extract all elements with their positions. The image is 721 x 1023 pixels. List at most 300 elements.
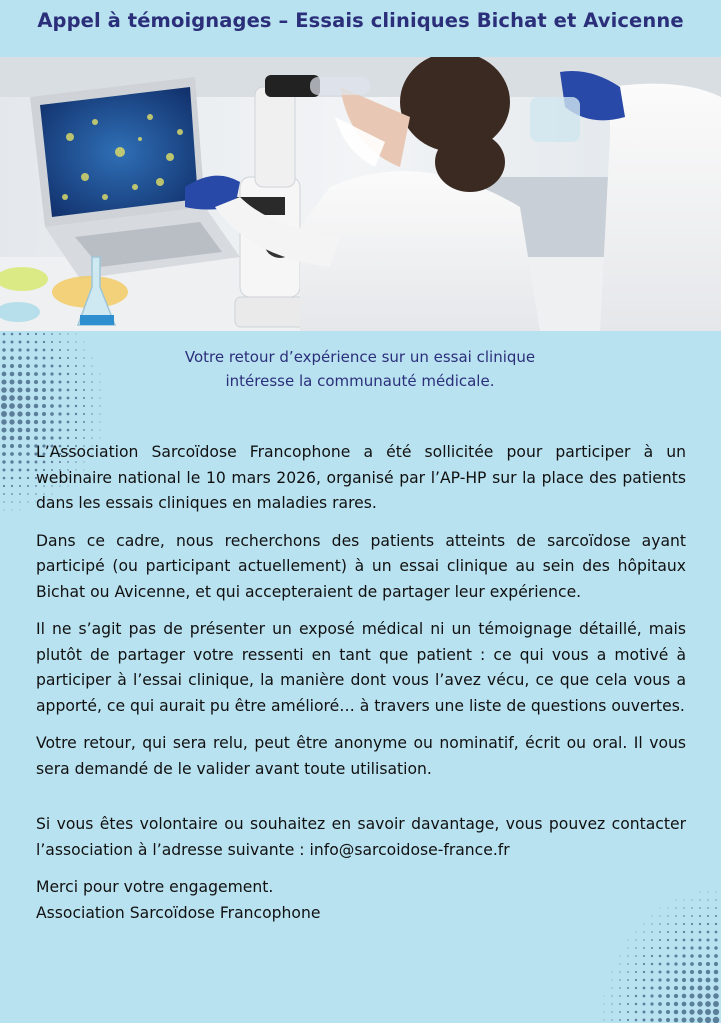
decorative-dot	[674, 986, 678, 990]
decorative-dot	[1, 411, 7, 417]
decorative-dot	[18, 444, 22, 448]
decorative-dot	[34, 396, 38, 400]
decorative-dot	[10, 380, 15, 385]
paragraph-contact: Si vous êtes volontaire ou souhaitez en savoir davantage, vous pouvez contacter l’association à l’adresse suivante : info@sarcoidose-france.fr	[36, 815, 686, 859]
paragraph-invitation: L’Association Sarcoïdose Francophone a été sollicitée pour participer à un webinaire national le 10 mars 2026, organisé par l’AP-HP sur la place des patients dans les essais cliniques en maladies rares.	[36, 443, 686, 512]
decorative-dot	[604, 1012, 605, 1013]
decorative-dot	[705, 985, 710, 990]
decorative-dot	[27, 477, 29, 479]
decorative-dot	[51, 333, 53, 335]
decorative-dot	[658, 1002, 662, 1006]
decorative-dot	[635, 971, 637, 973]
decorative-dot	[682, 954, 685, 957]
decorative-dot	[17, 395, 22, 400]
decorative-dot	[2, 436, 7, 441]
decorative-dot	[689, 1001, 694, 1006]
decorative-dot	[11, 493, 13, 495]
decorative-dot	[75, 421, 77, 423]
decorative-dot	[619, 979, 620, 980]
decorative-dot	[707, 923, 709, 925]
decorative-dot	[50, 372, 53, 375]
decorative-dot	[58, 412, 61, 415]
decorative-dot	[682, 978, 686, 982]
decorative-dot	[100, 430, 101, 431]
decorative-dot	[667, 955, 670, 958]
decorative-dot	[26, 380, 30, 384]
decorative-dot	[691, 931, 693, 933]
decorative-dot	[675, 931, 677, 933]
decorative-dot	[627, 1003, 629, 1005]
decorative-dot	[19, 477, 21, 479]
decorative-dot	[698, 986, 703, 991]
decorative-dot	[714, 970, 719, 975]
decorative-dot	[83, 421, 85, 423]
decorative-dot	[17, 411, 22, 416]
decorative-dot	[674, 1010, 679, 1015]
decorative-dot	[51, 365, 54, 368]
intro-line-2: intéresse la communauté médicale.	[225, 372, 495, 390]
decorative-dot	[34, 364, 38, 368]
decorative-dot	[11, 477, 14, 480]
decorative-dot	[635, 1019, 638, 1022]
decorative-dot	[658, 1018, 662, 1022]
decorative-dot	[1, 387, 7, 393]
hero-photo	[0, 57, 721, 331]
decorative-dot	[682, 986, 686, 990]
decorative-dot	[84, 342, 85, 343]
decorative-dot	[75, 413, 77, 415]
decorative-dot	[2, 444, 6, 448]
decorative-dot	[18, 356, 22, 360]
decorative-dot	[604, 1004, 605, 1005]
decorative-dot	[42, 396, 46, 400]
decorative-dot	[651, 931, 652, 932]
decorative-dot	[83, 437, 85, 439]
decorative-dot	[667, 947, 670, 950]
decorative-dot	[50, 428, 53, 431]
decorative-dot	[699, 915, 701, 917]
decorative-dot	[714, 978, 719, 983]
decorative-dot	[713, 985, 718, 990]
decorative-dot	[715, 907, 717, 909]
decorative-dot	[18, 364, 22, 368]
decorative-dot	[715, 915, 717, 917]
decorative-dot	[42, 404, 46, 408]
decorative-dot	[2, 372, 7, 377]
decorative-dot	[11, 333, 14, 336]
decorative-dot	[1, 403, 7, 409]
decorative-dot	[714, 954, 718, 958]
closing	[36, 875, 686, 926]
decorative-dot	[11, 469, 14, 472]
decorative-dot	[627, 955, 628, 956]
decorative-dot	[604, 1020, 605, 1021]
decorative-dot	[700, 892, 701, 893]
decorative-dot	[43, 349, 46, 352]
paragraph-purpose: Il ne s’agit pas de présenter un exposé médical ni un témoignage détaillé, mais plutôt de partager votre ressenti en tant que patient : ce qui vous a motivé à participer à l’essai clinique, la manière dont vous l’avez vécu, ce que cela vous a apporté, ce qui aurait pu être amélioré… à travers une liste de questions ouvertes.	[36, 620, 686, 715]
decorative-dot	[707, 907, 709, 909]
decorative-dot	[635, 963, 637, 965]
decorative-dot	[26, 356, 29, 359]
decorative-dot	[10, 436, 15, 441]
decorative-dot	[683, 939, 686, 942]
decorative-dot	[666, 1010, 670, 1014]
decorative-dot	[26, 364, 30, 368]
decorative-dot	[691, 907, 692, 908]
decorative-dot	[674, 994, 678, 998]
decorative-dot	[3, 477, 6, 480]
decorative-dot	[714, 946, 717, 949]
decorative-dot	[19, 469, 22, 472]
decorative-dot	[714, 962, 718, 966]
decorative-dot	[67, 333, 68, 334]
decorative-dot	[715, 923, 717, 925]
decorative-dot	[26, 396, 31, 401]
decorative-dot	[2, 364, 6, 368]
decorative-dot	[619, 1003, 621, 1005]
decorative-dot	[713, 1017, 720, 1023]
decorative-dot	[19, 333, 21, 335]
decorative-dot	[100, 438, 101, 439]
decorative-dot	[716, 892, 717, 893]
decorative-dot	[650, 986, 653, 989]
decorative-dot	[99, 405, 100, 406]
decorative-dot	[9, 403, 15, 409]
decorative-dot	[26, 436, 30, 440]
decorative-dot	[706, 946, 709, 949]
decorative-dot	[643, 971, 645, 973]
decorative-dot	[651, 955, 653, 957]
decorative-dot	[691, 923, 693, 925]
decorative-dot	[75, 397, 77, 399]
decorative-dot	[690, 954, 693, 957]
decorative-dot	[67, 397, 70, 400]
decorative-dot	[58, 396, 61, 399]
decorative-dot	[643, 939, 644, 940]
decorative-dot	[699, 923, 701, 925]
decorative-dot	[698, 978, 703, 983]
decorative-dot	[19, 493, 21, 495]
decorative-dot	[658, 1010, 662, 1014]
decorative-dot	[683, 947, 686, 950]
decorative-dot	[619, 971, 620, 972]
decorative-dot	[51, 341, 53, 343]
page-title: Appel à témoignages – Essais cliniques Bichat et Avicenne	[37, 9, 684, 32]
decorative-dot	[650, 1002, 653, 1005]
decorative-dot	[18, 348, 21, 351]
decorative-dot	[17, 387, 22, 392]
decorative-dot	[627, 963, 628, 964]
decorative-dot	[99, 413, 100, 414]
decorative-dot	[674, 1002, 678, 1006]
decorative-dot	[659, 963, 662, 966]
decorative-dot	[35, 341, 38, 344]
intro-subtitle	[60, 345, 660, 393]
decorative-dot	[51, 349, 53, 351]
decorative-dot	[2, 468, 5, 471]
decorative-dot	[666, 970, 669, 973]
decorative-dot	[611, 1011, 612, 1012]
decorative-dot	[611, 995, 612, 996]
decorative-dot	[707, 899, 708, 900]
decorative-dot	[675, 939, 677, 941]
decorative-dot	[699, 899, 700, 900]
decorative-dot	[27, 485, 29, 487]
decorative-dot	[666, 962, 669, 965]
decorative-dot	[708, 892, 709, 893]
decorative-dot	[651, 979, 654, 982]
decorative-dot	[19, 501, 20, 502]
decorative-dot	[3, 333, 6, 336]
decorative-dot	[18, 436, 22, 440]
decorative-dot	[643, 1019, 646, 1022]
decorative-dot	[707, 931, 710, 934]
decorative-dot	[643, 1003, 646, 1006]
decorative-dot	[674, 962, 677, 965]
decorative-dot	[27, 341, 30, 344]
decorative-dot	[643, 995, 646, 998]
decorative-dot	[682, 1018, 687, 1023]
decorative-dot	[666, 986, 670, 990]
decorative-dot	[26, 452, 29, 455]
decorative-dot	[682, 994, 687, 999]
decorative-dot	[83, 397, 85, 399]
decorative-dot	[635, 995, 637, 997]
closing-thanks: Merci pour votre engagement.	[36, 878, 274, 896]
decorative-dot	[18, 380, 23, 385]
decorative-dot	[35, 349, 38, 352]
decorative-dot	[691, 939, 694, 942]
decorative-dot	[697, 993, 702, 998]
decorative-dot	[611, 1019, 612, 1020]
decorative-dot	[10, 372, 15, 377]
decorative-dot	[706, 938, 709, 941]
decorative-dot	[713, 993, 719, 999]
decorative-dot	[643, 987, 646, 990]
decorative-dot	[713, 1009, 719, 1015]
decorative-dot	[627, 947, 628, 948]
decorative-dot	[11, 341, 14, 344]
decorative-dot	[2, 340, 5, 343]
decorative-dot	[604, 996, 605, 997]
decorative-dot	[26, 412, 31, 417]
decorative-dot	[67, 341, 68, 342]
decorative-dot	[611, 979, 612, 980]
decorative-dot	[11, 485, 13, 487]
decorative-dot	[83, 413, 85, 415]
decorative-dot	[18, 460, 21, 463]
decorative-dot	[689, 1017, 694, 1022]
decorative-dot	[3, 485, 5, 487]
decorative-dot	[667, 939, 669, 941]
decorative-dot	[674, 1018, 679, 1023]
decorative-dot	[635, 939, 636, 940]
decorative-dot	[659, 971, 662, 974]
decorative-dot	[3, 501, 4, 502]
decorative-dot	[628, 940, 629, 941]
decorative-dot	[26, 388, 31, 393]
decorative-dot	[705, 1001, 711, 1007]
decorative-dot	[50, 420, 54, 424]
decorative-dot	[691, 915, 693, 917]
decorative-dot	[706, 954, 710, 958]
decorative-dot	[34, 372, 38, 376]
decorative-dot	[75, 429, 77, 431]
decorative-dot	[43, 341, 45, 343]
decorative-dot	[50, 396, 54, 400]
decorative-dot	[34, 356, 37, 359]
decorative-dot	[99, 397, 100, 398]
decorative-dot	[699, 907, 701, 909]
decorative-dot	[75, 437, 77, 439]
decorative-dot	[666, 1018, 670, 1022]
decorative-dot	[42, 364, 45, 367]
body-text	[36, 440, 686, 926]
decorative-dot	[43, 357, 46, 360]
decorative-dot	[9, 419, 14, 424]
decorative-dot	[11, 501, 12, 502]
decorative-dot	[627, 987, 629, 989]
decorative-dot	[76, 334, 77, 335]
decorative-dot	[697, 1001, 702, 1006]
decorative-dot	[627, 971, 629, 973]
decorative-dot	[1, 427, 6, 432]
decorative-dot	[706, 970, 710, 974]
decorative-dot	[10, 444, 14, 448]
decorative-dot	[715, 931, 718, 934]
decorative-dot	[690, 994, 695, 999]
decorative-dot	[18, 428, 23, 433]
decorative-dot	[659, 939, 661, 941]
decorative-dot	[627, 1011, 629, 1013]
decorative-dot	[26, 372, 30, 376]
decorative-dot	[635, 1011, 638, 1014]
decorative-dot	[658, 994, 662, 998]
decorative-dot	[50, 380, 53, 383]
decorative-dot	[91, 413, 93, 415]
decorative-dot	[43, 333, 45, 335]
decorative-dot	[34, 428, 38, 432]
decorative-dot	[643, 947, 645, 949]
decorative-dot	[26, 404, 31, 409]
paragraph-confidentiality: Votre retour, qui sera relu, peut être anonyme ou nominatif, écrit ou oral. Il vous sera demandé de le valider avant toute utilisation.	[36, 734, 686, 778]
decorative-dot	[620, 956, 621, 957]
decorative-dot	[17, 419, 22, 424]
decorative-dot	[658, 978, 661, 981]
decorative-dot	[18, 372, 22, 376]
decorative-dot	[91, 397, 93, 399]
decorative-dot	[699, 939, 702, 942]
decorative-dot	[10, 356, 14, 360]
decorative-dot	[1, 395, 7, 401]
decorative-dot	[58, 404, 61, 407]
decorative-dot	[26, 420, 31, 425]
decorative-dot	[26, 348, 29, 351]
decorative-dot	[658, 986, 661, 989]
decorative-dot	[67, 405, 70, 408]
decorative-dot	[27, 493, 29, 495]
decorative-dot	[91, 405, 93, 407]
decorative-dot	[698, 962, 702, 966]
decorative-dot	[26, 444, 30, 448]
decorative-dot	[10, 428, 15, 433]
decorative-dot	[619, 1011, 621, 1013]
decorative-dot	[58, 420, 61, 423]
decorative-dot	[42, 428, 46, 432]
laboratory-illustration	[0, 57, 721, 331]
decorative-dot	[26, 460, 29, 463]
decorative-dot	[643, 931, 644, 932]
decorative-dot	[705, 993, 710, 998]
decorative-dot	[699, 931, 702, 934]
decorative-dot	[27, 501, 28, 502]
decorative-dot	[10, 452, 14, 456]
decorative-dot	[1, 419, 7, 425]
decorative-dot	[682, 1010, 687, 1015]
decorative-dot	[9, 387, 14, 392]
decorative-dot	[1, 379, 6, 384]
decorative-dot	[59, 429, 62, 432]
decorative-dot	[691, 899, 692, 900]
decorative-dot	[682, 970, 686, 974]
decorative-dot	[666, 1002, 670, 1006]
decorative-dot	[635, 1003, 637, 1005]
decorative-dot	[27, 469, 30, 472]
decorative-dot	[2, 460, 5, 463]
intro-line-1: Votre retour d’expérience sur un essai clinique	[184, 348, 536, 366]
decorative-dot	[635, 979, 637, 981]
decorative-dot	[627, 1019, 629, 1021]
decorative-dot	[17, 403, 22, 408]
decorative-dot	[690, 962, 694, 966]
decorative-dot	[659, 931, 661, 933]
decorative-dot	[611, 1003, 612, 1004]
decorative-dot	[2, 356, 6, 360]
decorative-dot	[651, 963, 653, 965]
decorative-dot	[666, 978, 670, 982]
decorative-dot	[3, 493, 5, 495]
decorative-dot	[683, 931, 685, 933]
decorative-dot	[698, 954, 702, 958]
decorative-dot	[619, 1019, 621, 1021]
decorative-dot	[674, 970, 678, 974]
decorative-dot	[690, 978, 694, 982]
decorative-dot	[698, 970, 702, 974]
decorative-dot	[34, 380, 38, 384]
decorative-dot	[674, 954, 677, 957]
decorative-dot	[650, 1018, 653, 1021]
decorative-dot	[42, 372, 46, 376]
decorative-dot	[650, 994, 653, 997]
decorative-dot	[34, 412, 38, 416]
decorative-dot	[2, 348, 5, 351]
decorative-dot	[91, 429, 92, 430]
decorative-dot	[50, 388, 54, 392]
decorative-dot	[9, 395, 15, 401]
decorative-dot	[659, 947, 661, 949]
decorative-dot	[59, 333, 60, 334]
decorative-dot	[666, 994, 670, 998]
decorative-dot	[627, 995, 629, 997]
decorative-dot	[659, 955, 662, 958]
paragraph-recruitment: Dans ce cadre, nous recherchons des patients atteints de sarcoïdose ayant participé (ou participant actuellement) à un essai clinique au sein des hôpitaux Bichat ou Avicenne, et qui accepteraient de partager leur expérience.	[36, 531, 686, 601]
decorative-dot	[91, 421, 92, 422]
decorative-dot	[67, 429, 70, 432]
decorative-dot	[619, 987, 621, 989]
decorative-dot	[99, 421, 100, 422]
decorative-dot	[9, 411, 15, 417]
decorative-dot	[67, 421, 70, 424]
